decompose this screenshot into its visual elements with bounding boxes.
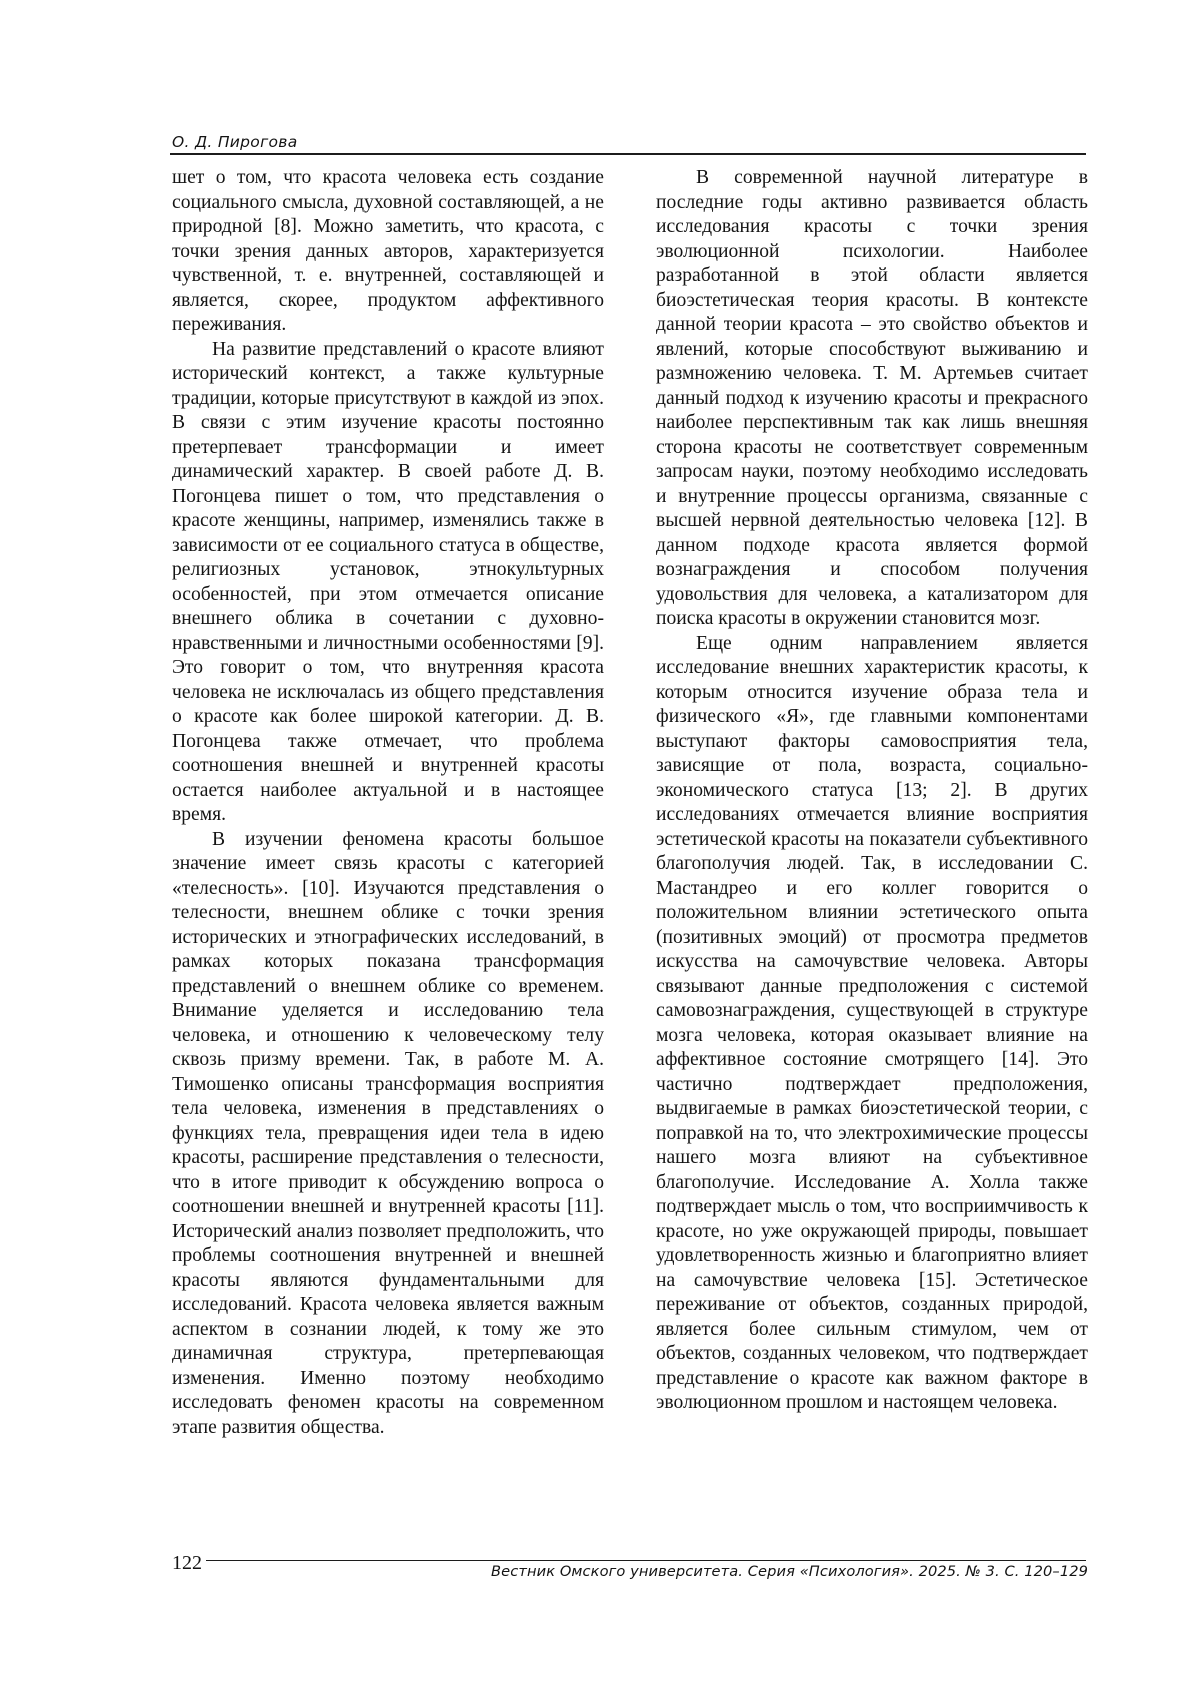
left-column (172, 166, 604, 1556)
footer-rule (206, 1560, 1086, 1561)
page-number: 122 (172, 1552, 202, 1574)
running-head-author: О. Д. Пирогова (172, 133, 298, 151)
journal-citation: Вестник Омского университета. Серия «Психология». 2025. № 3. С. 120–129 (491, 1563, 1088, 1580)
paragraph: На развитие представлений о красоте влияют исторический контекст, а также культурные традиции, которые присутствуют в каждой из эпох. В связи с этим изучение красоты постоянно претерпевает трансформации и имеет динамический характер. В своей работе Д. В. Погонцева пишет о том, что представления о красоте женщины, например, изменялись также в зависимости от ее социального статуса в обществе, религиозных установок, этнокультурных особенностей, при этом отмечается описание внешнего облика в сочетании с духовно-нравственными и личностными особенностями [9]. Это говорит о том, что внутренняя красота человека не исключалась из общего представления о красоте как более широкой категории. Д. В. Погонцева также отмечает, что проблема соотношения внешней и внутренней красоты остается наиболее актуальной и в настоящее время. (172, 338, 604, 825)
right-column (656, 166, 1088, 1556)
paragraph: В современной научной литературе в последние годы активно развивается область исследования красоты с точки зрения эволюционной психологии. Наиболее разработанной в этой области является биоэстетическая теория красоты. В контексте данной теории красота – это свойство объектов и явлений, которые способствуют выживанию и размножению человека. Т. М. Артемьев считает данный подход к изучению красоты и прекрасного наиболее перспективным так как лишь внешняя сторона красоты не соответствует современным запросам науки, поэтому необходимо исследовать и внутренние процессы организма, связанные с высшей нервной деятельностью человека [12]. В данном подходе красота является формой вознаграждения и способом получения удовольствия для человека, а катализатором для поиска красоты в окружении становится мозг. (656, 167, 1088, 629)
paragraph: шет о том, что красота человека есть создание социального смысла, духовной составляющей, а не природной [8]. Можно заметить, что красота, с точки зрения данных авторов, характеризуется чувственной, т. е. внутренней, составляющей и является, скорее, продуктом аффективного переживания. (172, 167, 604, 335)
paragraph: В изучении феномена красоты большое значение имеет связь красоты с категорией «телесность». [10]. Изучаются представления о телесности, внешнем облике с точки зрения исторических и этнографических исследований, в рамках которых показана трансформация представлений о внешнем облике со временем. Внимание уделяется и исследованию тела человека, и отношению к человеческому телу сквозь призму времени. Так, в работе М. А. Тимошенко описаны трансформация восприятия тела человека, изменения в представлениях о функциях тела, превращения идеи тела в идею красоты, расширение представления о телесности, что в итоге приводит к обсуждению вопроса о соотношении внешней и внутренней красоты [11]. Исторический анализ позволяет предположить, что проблемы соотношения внутренней и внешней красоты являются фундаментальными для исследований. Красота человека является важным аспектом в сознании людей, к тому же это динамичная структура, претерпевающая изменения. Именно поэтому необходимо исследовать феномен красоты на современном этапе развития общества. (172, 828, 604, 1438)
paragraph: Еще одним направлением является исследование внешних характеристик красоты, к которым относится изучение образа тела и физического «Я», где главными компонентами выступают факторы самовосприятия тела, зависящие от пола, возраста, социально-экономического статуса [13; 2]. В других исследованиях отмечается влияние восприятия эстетической красоты на показатели субъективного благополучия людей. Так, в исследовании С. Мастандрео и его коллег говорится о положительном влиянии эстетического опыта (позитивных эмоций) от просмотра предметов искусства на самочувствие человека. Авторы связывают данные предположения с системой самовознаграждения, существующей в структуре мозга человека, которая оказывает влияние на аффективное состояние смотрящего [14]. Это частично подтверждает предположения, выдвигаемые в рамках биоэстетической теории, с поправкой на то, что электрохимические процессы нашего мозга влияют на субъективное благополучие. Исследование А. Холла также подтверждает мысль о том, что восприимчивость к красоте, но уже окружающей природы, повышает удовлетворенность жизнью и благоприятно влияет на самочувствие человека [15]. Эстетическое переживание от объектов, созданных природой, является более сильным стимулом, чем от объектов, созданных человеком, что подтверждает представление о красоте как важном факторе в эволюционном прошлом и настоящем человека. (656, 632, 1088, 1413)
header-rule (170, 153, 1086, 155)
